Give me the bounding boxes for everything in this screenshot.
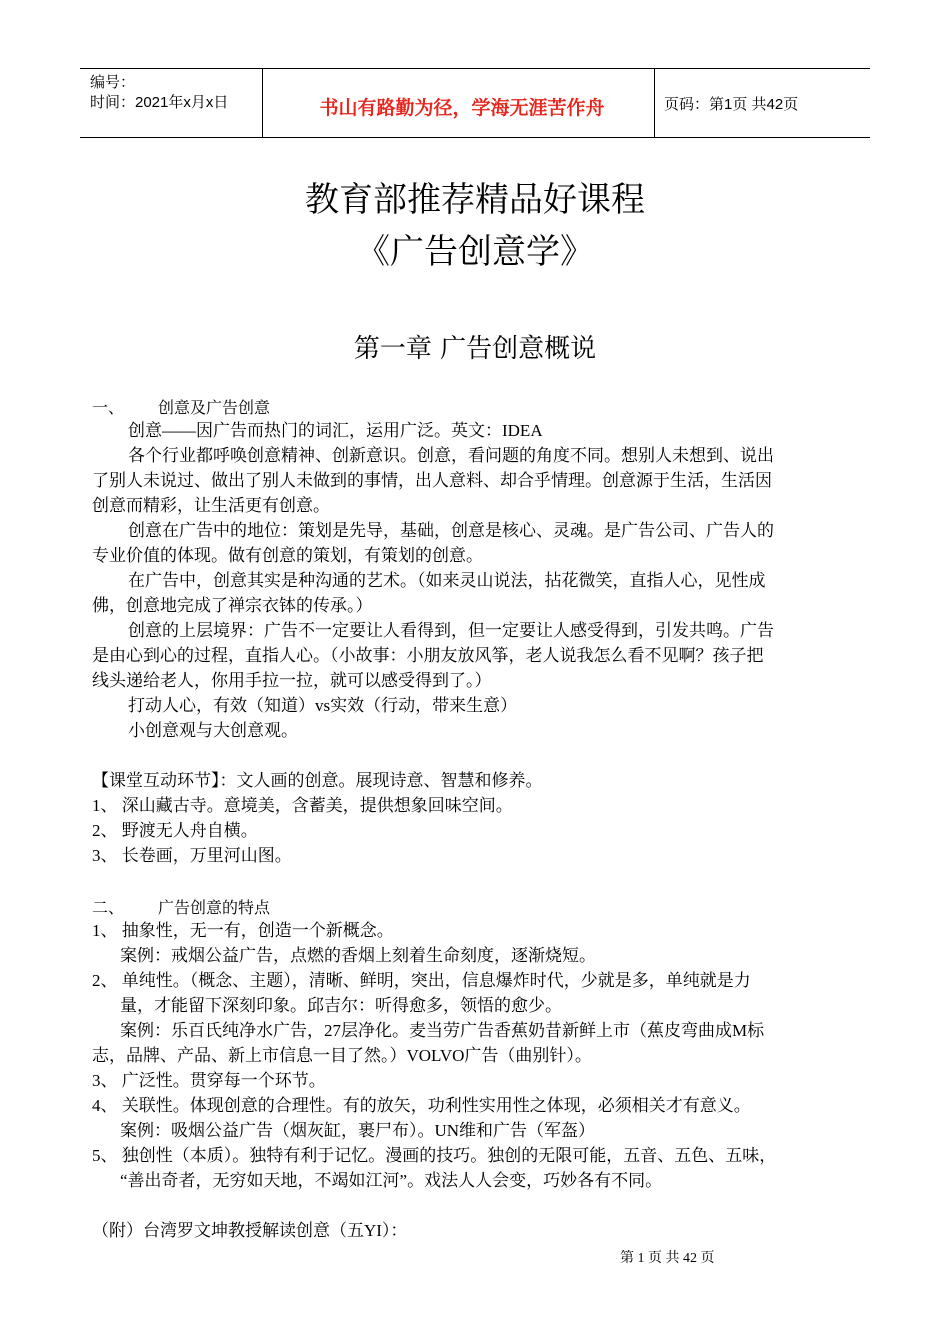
chapter-title: 第一章 广告创意概说 xyxy=(353,334,597,364)
paragraph-line: 志，品牌、产品、新上市信息一目了然。）VOLVO广告（曲别针）。 xyxy=(92,1046,592,1065)
paragraph-line: 案例：吸烟公益广告（烟灰缸，裹尸布）。UN维和广告（军盔） xyxy=(120,1121,596,1140)
course-subtitle: 《广告创意学》 xyxy=(356,232,594,272)
paragraph-line: 5、 独创性（本质）。独特有利于记忆。漫画的技巧。独创的无限可能，五音、五色、五味， xyxy=(92,1146,777,1165)
paragraph-line: 创意在广告中的地位：策划是先导，基础，创意是核心、灵魂。是广告公司、广告人的 xyxy=(128,521,774,540)
paragraph-line: 打动人心，有效（知道）vs实效（行动，带来生意） xyxy=(128,696,518,715)
paragraph-line: 3、 广泛性。贯穿每一个环节。 xyxy=(92,1071,326,1090)
list-item: 3、 长卷画，万里河山图。 xyxy=(92,846,292,865)
paragraph-line: “善出奇者，无穷如天地，不竭如江河”。戏法人人会变，巧妙各有不同。 xyxy=(120,1171,663,1190)
section-heading-2 xyxy=(92,895,270,918)
paragraph-line: 在广告中，创意其实是种沟通的艺术。（如来灵山说法，拈花微笑，直指人心，见性成 xyxy=(128,571,766,590)
appendix-line: （附）台湾罗文坤教授解读创意（五YI）： xyxy=(92,1221,408,1240)
section-title: 广告创意的特点 xyxy=(158,898,271,917)
list-item: 2、 野渡无人舟自横。 xyxy=(92,821,258,840)
paragraph-line: 1、 抽象性，无一有，创造一个新概念。 xyxy=(92,921,394,940)
page-footer: 第 1 页 共 42 页 xyxy=(620,1251,715,1266)
paragraph-line: 4、 关联性。体现创意的合理性。有的放矢，功利性实用性之体现，必须相关才有意义。 xyxy=(92,1096,751,1115)
paragraph-line: 量，才能留下深刻印象。邱吉尔：听得愈多，领悟的愈少。 xyxy=(120,996,562,1015)
course-title: 教育部推荐精品好课程 xyxy=(305,180,645,220)
paragraph-line: 创意——因广告而热门的词汇，运用广泛。英文：IDEA xyxy=(128,421,543,440)
paragraph-line: 了别人未说过、做出了别人未做到的事情，出人意料、却合乎情理。创意源于生活，生活因 xyxy=(92,471,772,490)
header-divider-left xyxy=(262,69,263,137)
paragraph-line: 小创意观与大创意观。 xyxy=(128,721,298,740)
header-motto: 书山有路勤为径，学海无涯苦作舟 xyxy=(319,97,605,119)
header-page-info: 页码：第1页 共42页 xyxy=(664,96,799,113)
list-item: 1、 深山藏古寺。意境美，含蓄美，提供想象回味空间。 xyxy=(92,796,513,815)
interactive-lead: 【课堂互动环节】：文人画的创意。展现诗意、智慧和修养。 xyxy=(92,771,543,790)
header-number-label: 编号： xyxy=(90,74,136,91)
section-title: 创意及广告创意 xyxy=(158,398,271,417)
header-time: 时间：2021年x月x日 xyxy=(90,94,229,111)
section-number: 一、 xyxy=(92,398,125,417)
paragraph-line: 专业价值的体现。做有创意的策划，有策划的创意。 xyxy=(92,546,483,565)
paragraph-line: 佛，创意地完成了禅宗衣钵的传承。） xyxy=(92,596,373,615)
paragraph-line: 是由心到心的过程，直指人心。（小故事：小朋友放风筝，老人说我怎么看不见啊？孩子把 xyxy=(92,646,764,665)
paragraph-line: 各个行业都呼唤创意精神、创新意识。创意，看问题的角度不同。想别人未想到、说出 xyxy=(128,446,774,465)
header-table xyxy=(80,68,870,138)
paragraph-line: 创意的上层境界：广告不一定要让人看得到，但一定要让人感受得到，引发共鸣。广告 xyxy=(128,621,774,640)
section-number: 二、 xyxy=(92,898,125,917)
header-divider-right xyxy=(654,69,655,137)
paragraph-line: 创意而精彩，让生活更有创意。 xyxy=(92,496,330,515)
paragraph-line: 2、 单纯性。（概念、主题），清晰、鲜明，突出，信息爆炸时代，少就是多，单纯就是力 xyxy=(92,971,751,990)
paragraph-line: 案例：乐百氏纯净水广告，27层净化。麦当劳广告香蕉奶昔新鲜上市（蕉皮弯曲成M标 xyxy=(120,1021,765,1040)
header-meta xyxy=(90,73,228,113)
paragraph-line: 案例：戒烟公益广告，点燃的香烟上刻着生命刻度，逐渐烧短。 xyxy=(120,946,596,965)
paragraph-line: 线头递给老人，你用手拉一拉，就可以感受得到了。） xyxy=(92,671,492,690)
section-heading-1 xyxy=(92,395,270,418)
